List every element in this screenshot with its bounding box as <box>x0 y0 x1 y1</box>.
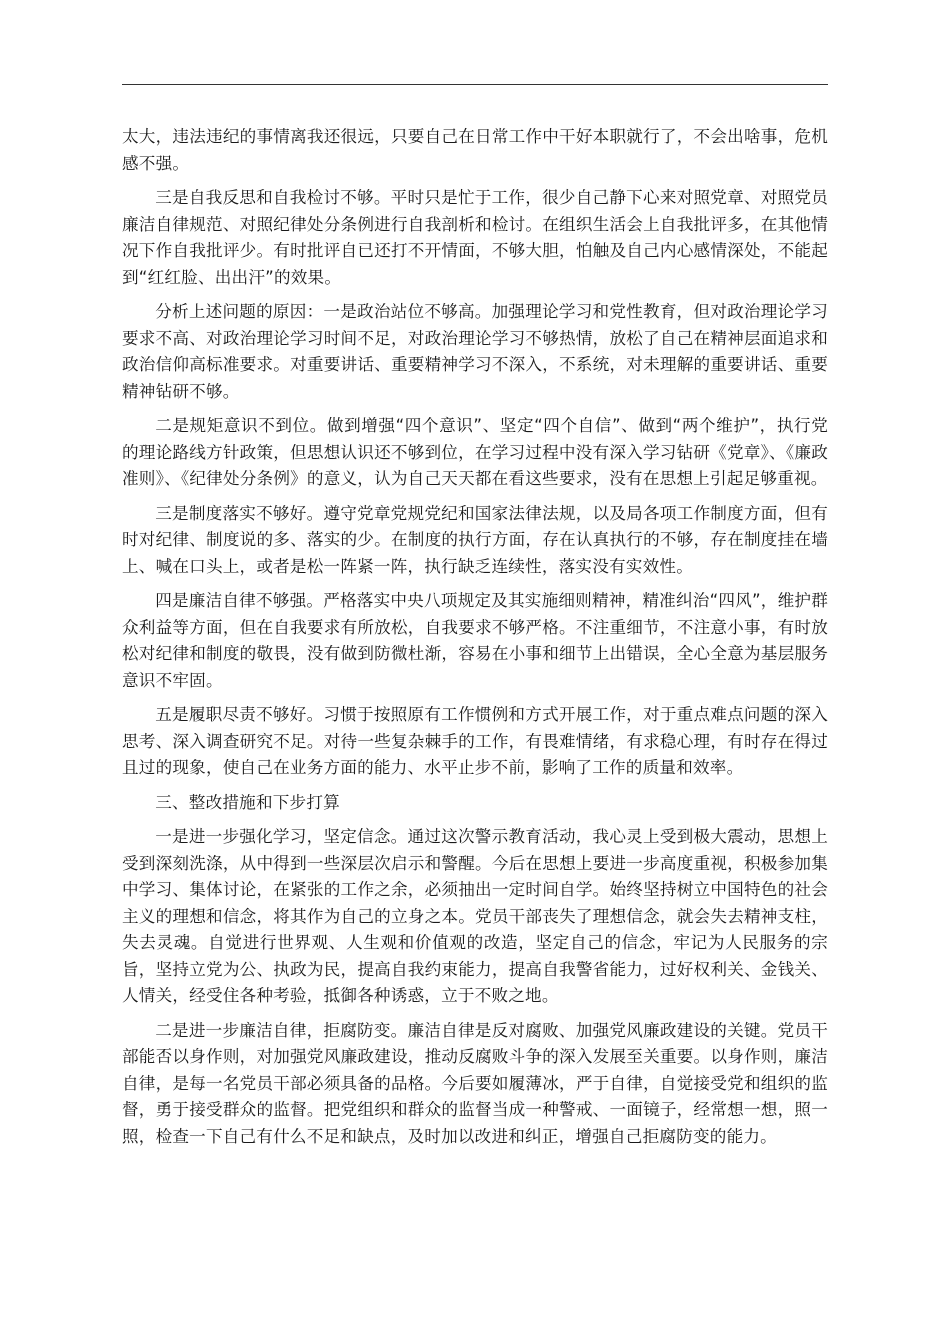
paragraph-continuation: 太大，违法违纪的事情离我还很远，只要自己在日常工作中干好本职就行了，不会出啥事，危机感不强。 <box>122 127 828 173</box>
paragraph-duty-performance: 五是履职尽责不够好。习惯于按照原有工作惯例和方式开展工作，对于重点难点问题的深入思考、深入调查研究不足。对待一些复杂棘手的工作，有畏难情绪，有求稳心理，有时存在得过且过的现象，使自己在业务方面的能力、水平止步不前，影响了工作的质量和效率。 <box>122 705 828 777</box>
paragraph-strengthen-study: 一是进一步强化学习，坚定信念。通过这次警示教育活动，我心灵上受到极大震动，思想上受到深刻洗涤，从中得到一些深层次启示和警醒。今后在思想上要进一步高度重视，积极参加集中学习、集体讨论，在紧张的工作之余，必须抽出一定时间自学。始终坚持树立中国特色的社会主义的理想和信念，将其作为自己的立身之本。党员干部丧失了理想信念，就会失去精神支柱，失去灵魂。自觉进行世界观、人生观和价值观的改造，坚定自己的信念，牢记为人民服务的宗旨，坚持立党为公、执政为民，提高自我约束能力，提高自我警省能力，过好权利关、金钱关、人情关，经受住各种考验，抵御各种诱惑，立于不败之地。 <box>122 827 828 1005</box>
document-body <box>122 124 828 1158</box>
section-heading-rectification: 三、整改措施和下步打算 <box>155 792 340 812</box>
paragraph-integrity: 四是廉洁自律不够强。严格落实中央八项规定及其实施细则精神，精准纠治“四风”，维护群众利益等方面，但在自我要求有所放松，自我要求不够严格。不注重细节，不注意小事，有时放松对纪律和制度的敬畏，没有做到防微杜渐，容易在小事和细节上出错误，全心全意为基层服务意识不牢固。 <box>122 591 828 690</box>
paragraph-system-implementation: 三是制度落实不够好。遵守党章党规党纪和国家法律法规，以及局各项工作制度方面，但有时对纪律、制度说的多、落实的少。在制度的执行方面，存在认真执行的不够，存在制度挂在墙上、喊在口头上，或者是松一阵紧一阵，执行缺乏连续性，落实没有实效性。 <box>122 503 828 576</box>
paragraph-self-discipline: 二是进一步廉洁自律，拒腐防变。廉洁自律是反对腐败、加强党风廉政建设的关键。党员干部能否以身作则，对加强党风廉政建设，推动反腐败斗争的深入发展至关重要。以身作则，廉洁自律，是每一名党员干部必须具备的品格。今后要如履薄冰，严于自律，自觉接受党和组织的监督，勇于接受群众的监督。把党组织和群众的监督当成一种警戒、一面镜子，经常想一想，照一照，检查一下自己有什么不足和缺点，及时加以改进和纠正，增强自己拒腐防变的能力。 <box>122 1020 828 1146</box>
paragraph-rules-awareness: 二是规矩意识不到位。做到增强“四个意识”、坚定“四个自信”、做到“两个维护”，执行党的理论路线方针政策，但思想认识还不够到位，在学习过程中没有深入学习钻研《党章》、《廉政准则》、《纪律处分条例》的意义，认为自己天天都在看这些要求，没有在思想上引起足够重视。 <box>122 416 828 488</box>
header-rule <box>122 84 828 85</box>
paragraph-cause-analysis: 分析上述问题的原因：一是政治站位不够高。加强理论学习和党性教育，但对政治理论学习要求不高、对政治理论学习时间不足，对政治理论学习不够热情，放松了自己在精神层面追求和政治信仰高标准要求。对重要讲话、重要精神学习不深入，不系统，对未理解的重要讲话、重要精神钻研不够。 <box>122 302 828 401</box>
paragraph-self-reflection: 三是自我反思和自我检讨不够。平时只是忙于工作，很少自己静下心来对照党章、对照党员廉洁自律规范、对照纪律处分条例进行自我剖析和检讨。在组织生活会上自我批评多，在其他情况下作自我批评少。有时批评自已还打不开情面，不够大胆，怕触及自己内心感情深处，不能起到“红红脸、出出汗”的效果。 <box>122 188 828 287</box>
